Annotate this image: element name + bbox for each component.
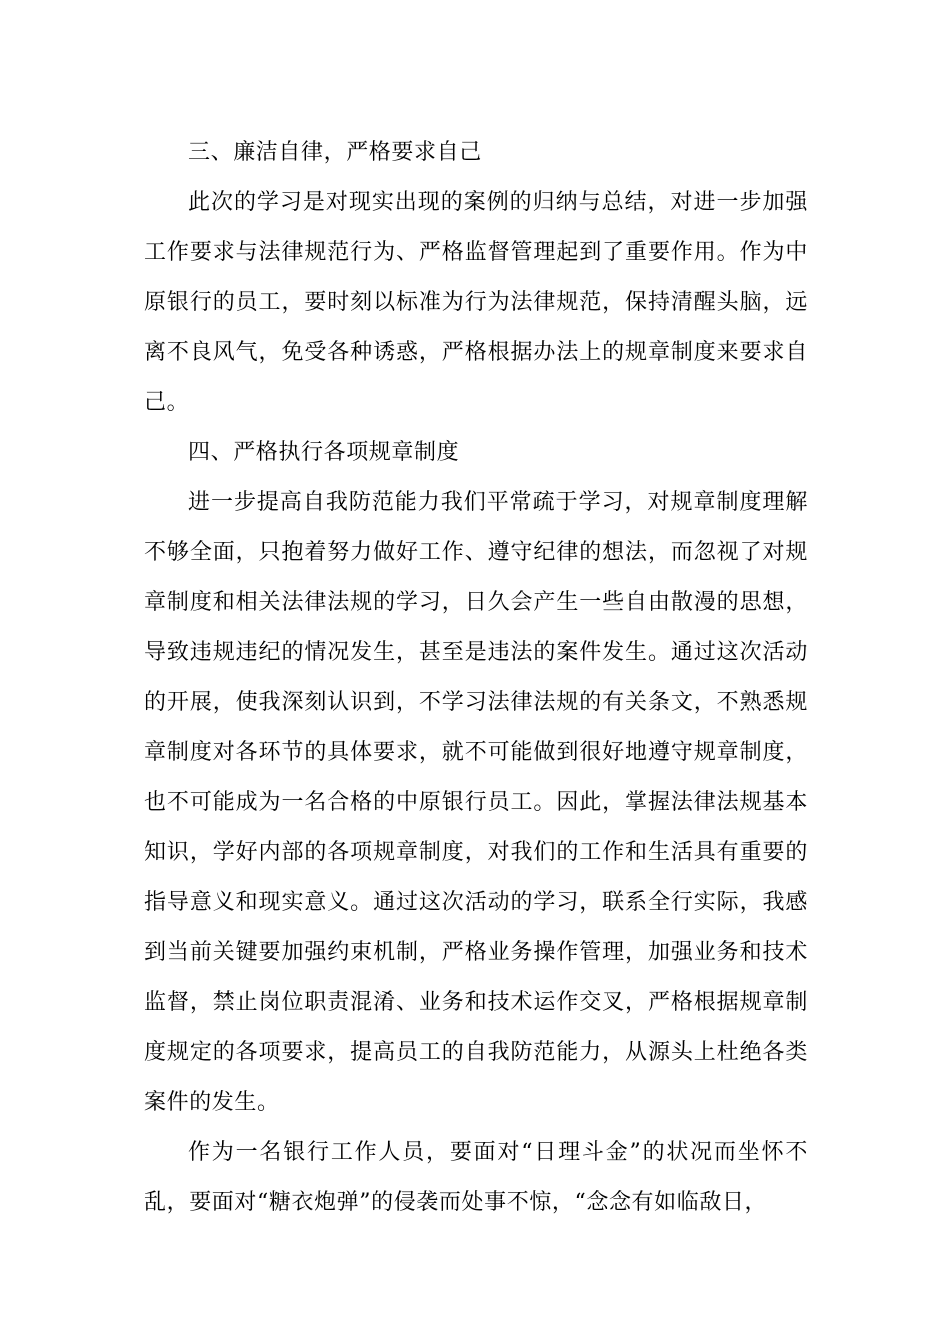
section-heading-3: 三、廉洁自律，严格要求自己 xyxy=(188,140,482,165)
section-heading-4: 四、严格执行各项规章制度 xyxy=(188,440,460,465)
paragraph-bank-staff: 作为一名银行工作人员，要面对“日理斗金”的状况而坐怀不乱，要面对“糖衣炮弹”的侵袭而处事不惊，“念念有如临敌日， xyxy=(144,1140,808,1215)
paragraph-self-discipline: 此次的学习是对现实出现的案例的归纳与总结，对进一步加强工作要求与法律规范行为、严格监督管理起到了重要作用。作为中原银行的员工，要时刻以标准为行为法律规范，保持清醒头脑，远离不良风气，免受各种诱惑，严格根据办法上的规章制度来要求自己。 xyxy=(144,190,808,415)
document-body xyxy=(144,128,808,1228)
paragraph-regulations: 进一步提高自我防范能力我们平常疏于学习，对规章制度理解不够全面，只抱着努力做好工作、遵守纪律的想法，而忽视了对规章制度和相关法律法规的学习，日久会产生一些自由散漫的思想，导致违规违纪的情况发生，甚至是违法的案件发生。通过这次活动的开展，使我深刻认识到，不学习法律法规的有关条文，不熟悉规章制度对各环节的具体要求，就不可能做到很好地遵守规章制度，也不可能成为一名合格的中原银行员工。因此，掌握法律法规基本知识，学好内部的各项规章制度，对我们的工作和生活具有重要的指导意义和现实意义。通过这次活动的学习，联系全行实际，我感到当前关键要加强约束机制，严格业务操作管理，加强业务和技术监督，禁止岗位职责混淆、业务和技术运作交叉，严格根据规章制度规定的各项要求，提高员工的自我防范能力，从源头上杜绝各类案件的发生。 xyxy=(144,490,808,1115)
